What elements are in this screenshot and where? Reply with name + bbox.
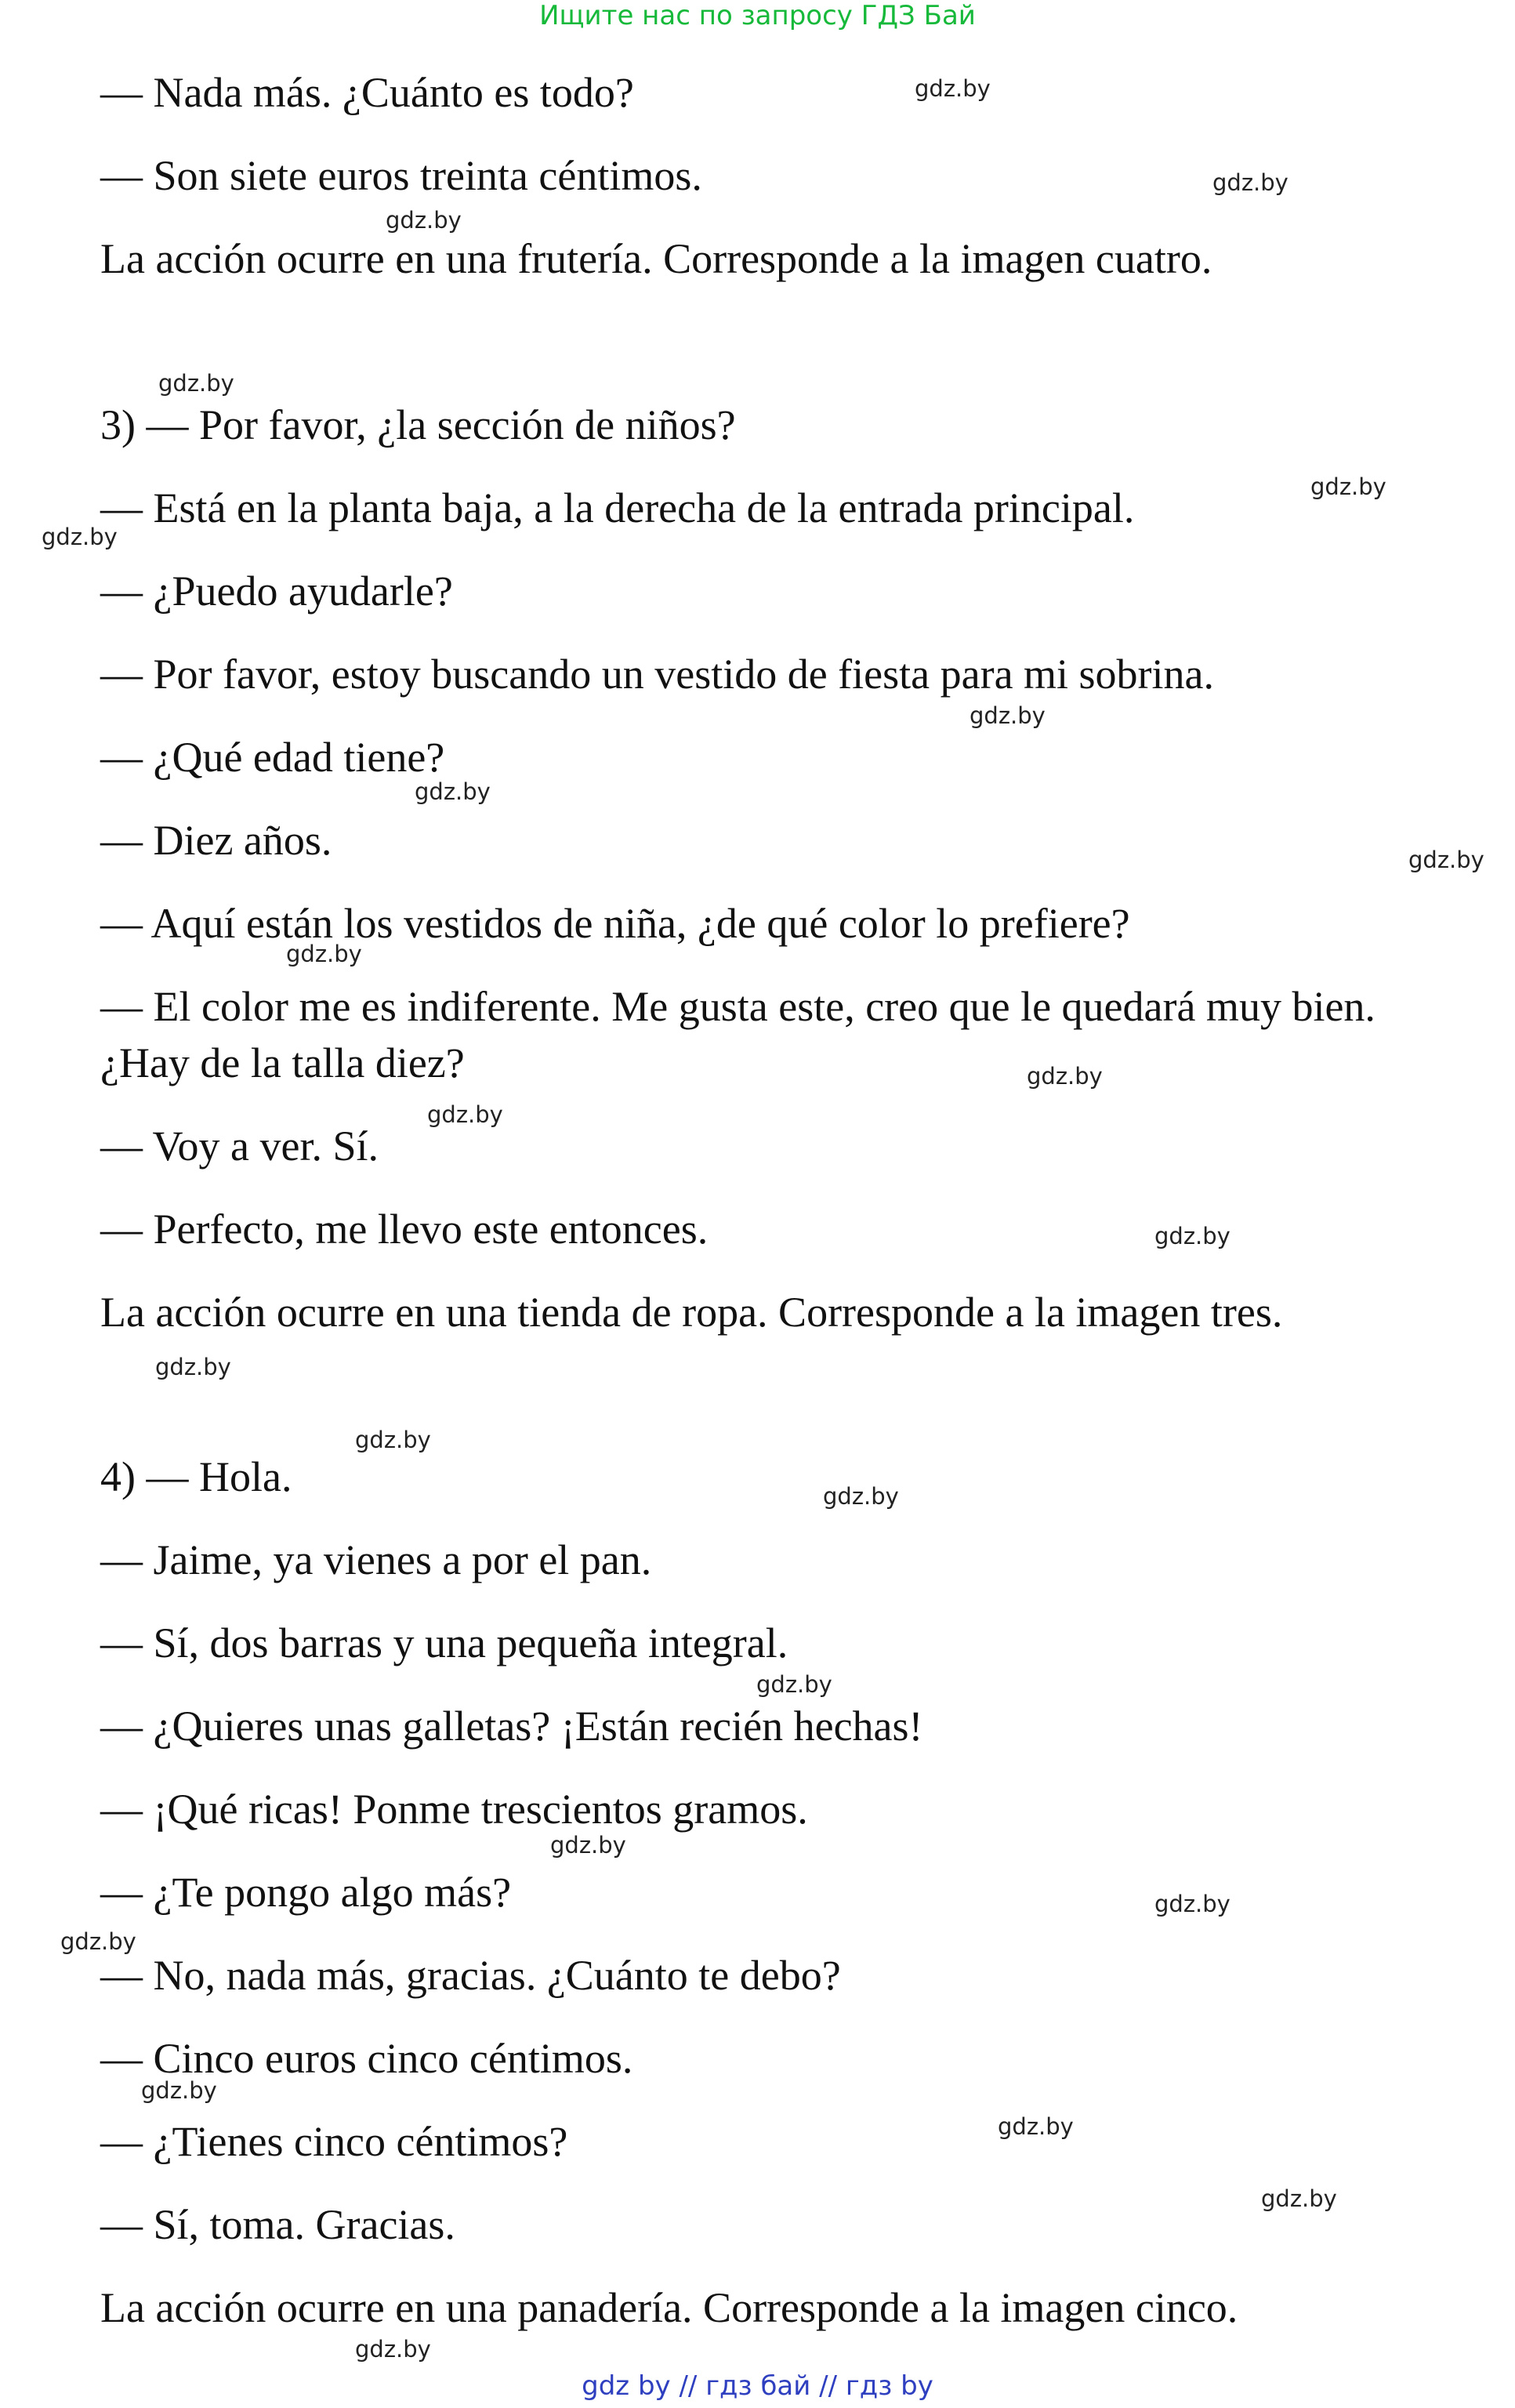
dialogue-line: — ¿Te pongo algo más?: [100, 1869, 512, 1916]
watermark-text: gdz.by: [60, 1928, 136, 1955]
watermark-text: gdz.by: [158, 370, 234, 397]
watermark-text: gdz.by: [286, 941, 362, 967]
watermark-text: gdz.by: [915, 75, 991, 102]
watermark-text: gdz.by: [141, 2077, 217, 2104]
watermark-text: gdz.by: [1154, 1891, 1230, 1917]
watermark-text: gdz.by: [1408, 847, 1484, 873]
dialogue-line: ¿Hay de la talla diez?: [100, 1039, 465, 1086]
conclusion-line: La acción ocurre en una tienda de ropa. Corresponde a la imagen tres.: [100, 1289, 1283, 1336]
dialogue-line: — Jaime, ya vienes a por el pan.: [100, 1536, 652, 1583]
dialogue-line: — Diez años.: [100, 817, 332, 864]
watermark-text: gdz.by: [1154, 1223, 1230, 1249]
dialogue-line: — ¡Qué ricas! Ponme trescientos gramos.: [100, 1786, 808, 1833]
dialogue-line: — ¿Puedo ayudarle?: [100, 568, 453, 615]
dialogue-line: — El color me es indiferente. Me gusta este, creo que le quedará muy bien.: [100, 983, 1375, 1030]
watermark-text: gdz.by: [355, 1427, 431, 1453]
watermark-text: gdz.by: [998, 2113, 1074, 2140]
dialogue-line: — Nada más. ¿Cuánto es todo?: [100, 69, 634, 116]
dialogue-line: — ¿Quieres unas galletas? ¡Están recién hechas!: [100, 1703, 923, 1750]
dialogue-line: — Sí, dos barras y una pequeña integral.: [100, 1619, 788, 1666]
conclusion-line: La acción ocurre en una panadería. Corresponde a la imagen cinco.: [100, 2284, 1238, 2331]
watermark-text: gdz.by: [1261, 2185, 1337, 2212]
dialogue-line: — Cinco euros cinco céntimos.: [100, 2035, 633, 2082]
watermark-text: gdz.by: [415, 778, 491, 805]
footer-links[interactable]: gdz by // гдз бай // гдз by: [582, 2370, 933, 2402]
watermark-text: gdz.by: [970, 702, 1046, 729]
dialogue-line: — Aquí están los vestidos de niña, ¿de qué color lo prefiere?: [100, 900, 1130, 947]
dialogue-line: — Voy a ver. Sí.: [100, 1122, 379, 1170]
watermark-text: gdz.by: [386, 207, 462, 234]
watermark-text: gdz.by: [155, 1354, 231, 1380]
dialogue-line: — ¿Qué edad tiene?: [100, 734, 445, 781]
conclusion-line: La acción ocurre en una frutería. Corresponde a la imagen cuatro.: [100, 235, 1212, 282]
dialogue-line: — ¿Tienes cinco céntimos?: [100, 2118, 568, 2165]
dialogue-line: — Por favor, estoy buscando un vestido de fiesta para mi sobrina.: [100, 651, 1215, 698]
watermark-text: gdz.by: [355, 2336, 431, 2363]
section-4-start: 4) — Hola.: [100, 1453, 292, 1500]
watermark-text: gdz.by: [42, 524, 118, 550]
dialogue-line: — Sí, toma. Gracias.: [100, 2201, 455, 2248]
watermark-text: gdz.by: [550, 1832, 626, 1859]
watermark-text: gdz.by: [1310, 473, 1386, 500]
watermark-text: gdz.by: [1027, 1063, 1103, 1090]
top-banner[interactable]: Ищите нас по запросу ГДЗ Бай: [539, 0, 976, 31]
watermark-text: gdz.by: [1212, 169, 1288, 196]
section-3-start: 3) — Por favor, ¿la sección de niños?: [100, 401, 736, 448]
dialogue-line: — Perfecto, me llevo este entonces.: [100, 1206, 709, 1253]
dialogue-line: — Son siete euros treinta céntimos.: [100, 152, 702, 199]
watermark-text: gdz.by: [823, 1483, 899, 1510]
watermark-text: gdz.by: [756, 1671, 832, 1698]
watermark-text: gdz.by: [427, 1101, 503, 1128]
dialogue-line: — Está en la planta baja, a la derecha de la entrada principal.: [100, 484, 1135, 531]
dialogue-line: — No, nada más, gracias. ¿Cuánto te debo?: [100, 1952, 841, 1999]
